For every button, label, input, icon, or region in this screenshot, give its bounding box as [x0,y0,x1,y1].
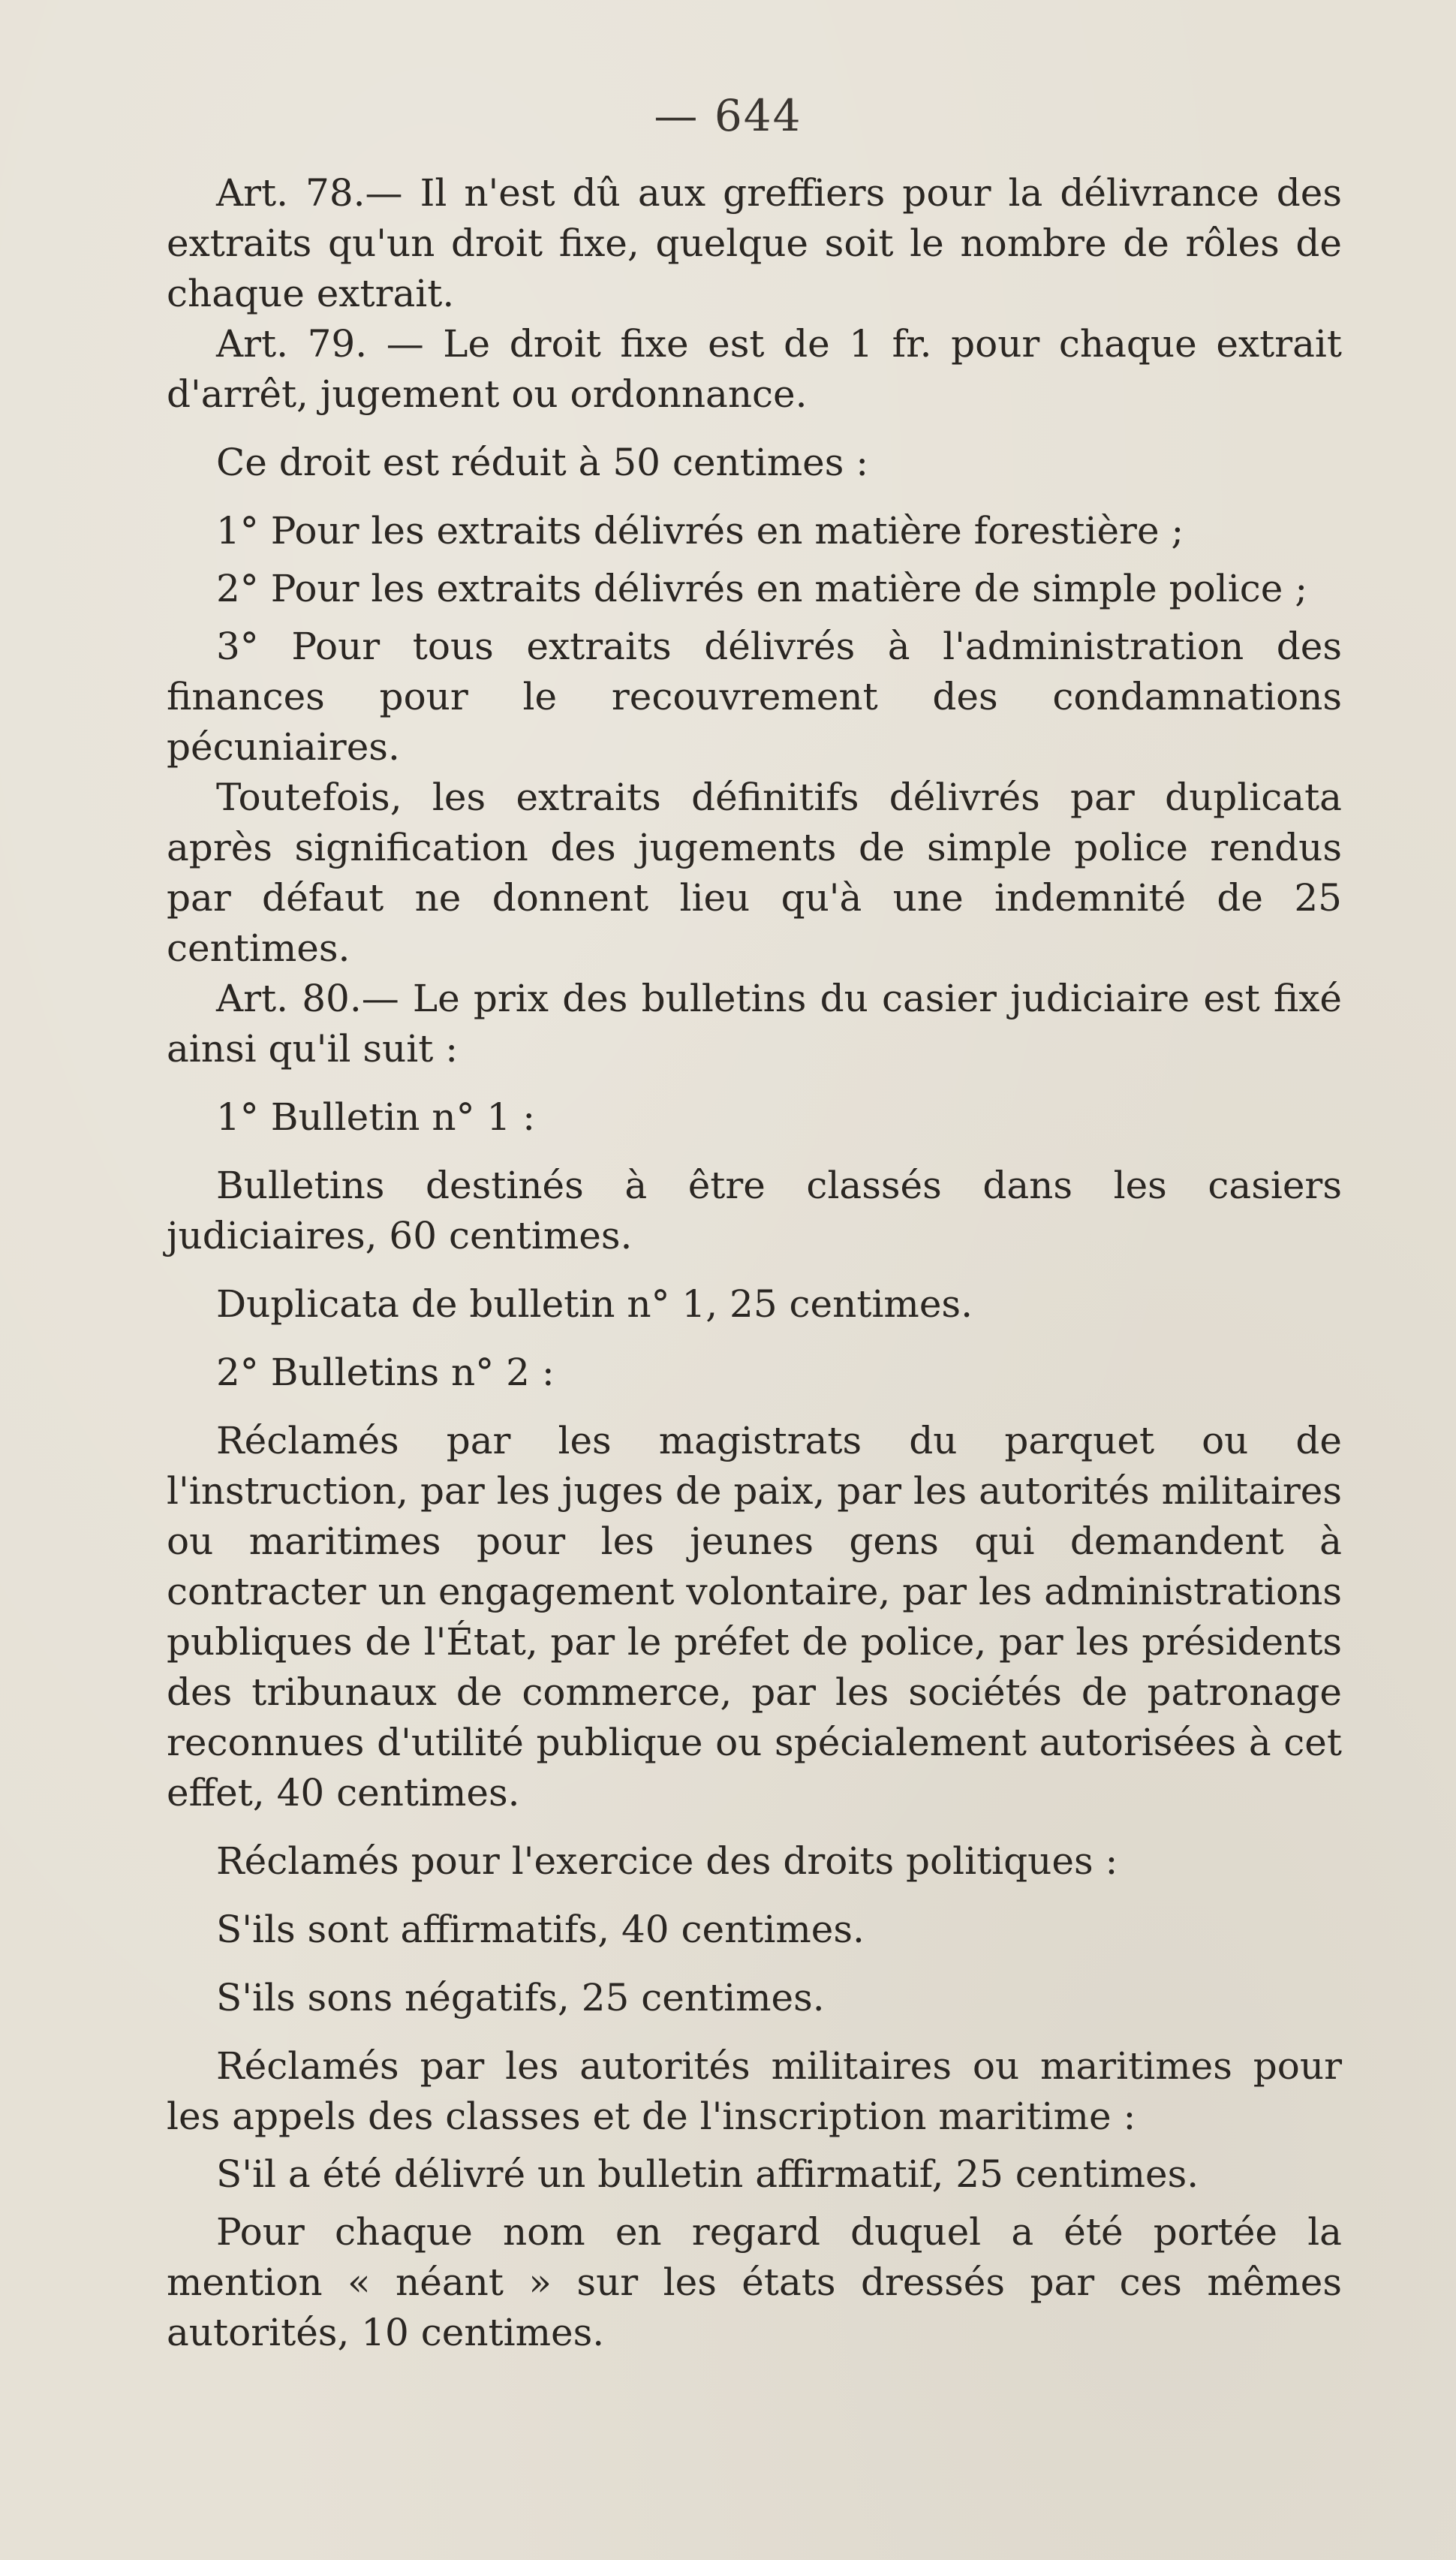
list-item-finance-administration: 3° Pour tous extraits délivrés à l'administration des finances pour le recouvrement des condamnations pécuniaires. [167,625,1342,769]
affirmative-fee-paragraph: S'ils sont affirmatifs, 40 centimes. [216,1908,865,1951]
negative-fee-paragraph: S'ils sons négatifs, 25 centimes. [216,1976,825,2019]
duplicate-extracts-paragraph: Toutefois, les extraits définitifs délivrés par duplicata après signification des jugements de simple police rendus par défaut ne donnent lieu qu'à une indemnité de 25 centimes. [167,776,1342,970]
political-rights-paragraph: Réclamés pour l'exercice des droits politiques : [216,1839,1118,1883]
page-number: — 644 [654,90,802,141]
list-item-simple-police: 2° Pour les extraits délivrés en matière de simple police ; [216,567,1308,610]
bulletin-1-heading: 1° Bulletin n° 1 : [216,1095,536,1139]
article-78-paragraph: Art. 78.— Il n'est dû aux greffiers pour la délivrance des extraits qu'un droit fixe, quelque soit le nombre de rôles de chaque extrait. [167,171,1342,315]
neant-mention-paragraph: Pour chaque nom en regard duquel a été portée la mention « néant » sur les états dressés par ces mêmes autorités, 10 centimes. [167,2210,1342,2354]
bulletin-1-duplicate-paragraph: Duplicata de bulletin n° 1, 25 centimes. [216,1282,973,1326]
bulletin-2-magistrates-paragraph: Réclamés par les magistrats du parquet ou de l'instruction, par les juges de paix, par les autorités militaires ou maritimes pour les jeunes gens qui demandent à contracter un engagement volontaire, par les administrations publiques de l'État, par le préfet de police, par les présidents des tribunaux de commerce, par les sociétés de patronage reconnues d'utilité publique ou spécialement autorisées à cet effet, 40 centimes. [167,1419,1342,1815]
list-item-forestry: 1° Pour les extraits délivrés en matière forestière ; [216,509,1184,553]
document-body [167,168,1342,2358]
military-authorities-paragraph: Réclamés par les autorités militaires ou maritimes pour les appels des classes et de l'inscription maritime : [167,2044,1342,2138]
article-79-paragraph: Art. 79. — Le droit fixe est de 1 fr. pour chaque extrait d'arrêt, jugement ou ordonnance. [167,322,1342,416]
bulletin-1-classified-paragraph: Bulletins destinés à être classés dans les casiers judiciaires, 60 centimes. [167,1164,1342,1257]
reduced-fee-paragraph: Ce droit est réduit à 50 centimes : [216,441,869,484]
bulletin-2-heading: 2° Bulletins n° 2 : [216,1351,555,1394]
affirmative-bulletin-paragraph: S'il a été délivré un bulletin affirmatif, 25 centimes. [216,2152,1199,2196]
article-80-paragraph: Art. 80.— Le prix des bulletins du casier judiciaire est fixé ainsi qu'il suit : [167,977,1342,1071]
